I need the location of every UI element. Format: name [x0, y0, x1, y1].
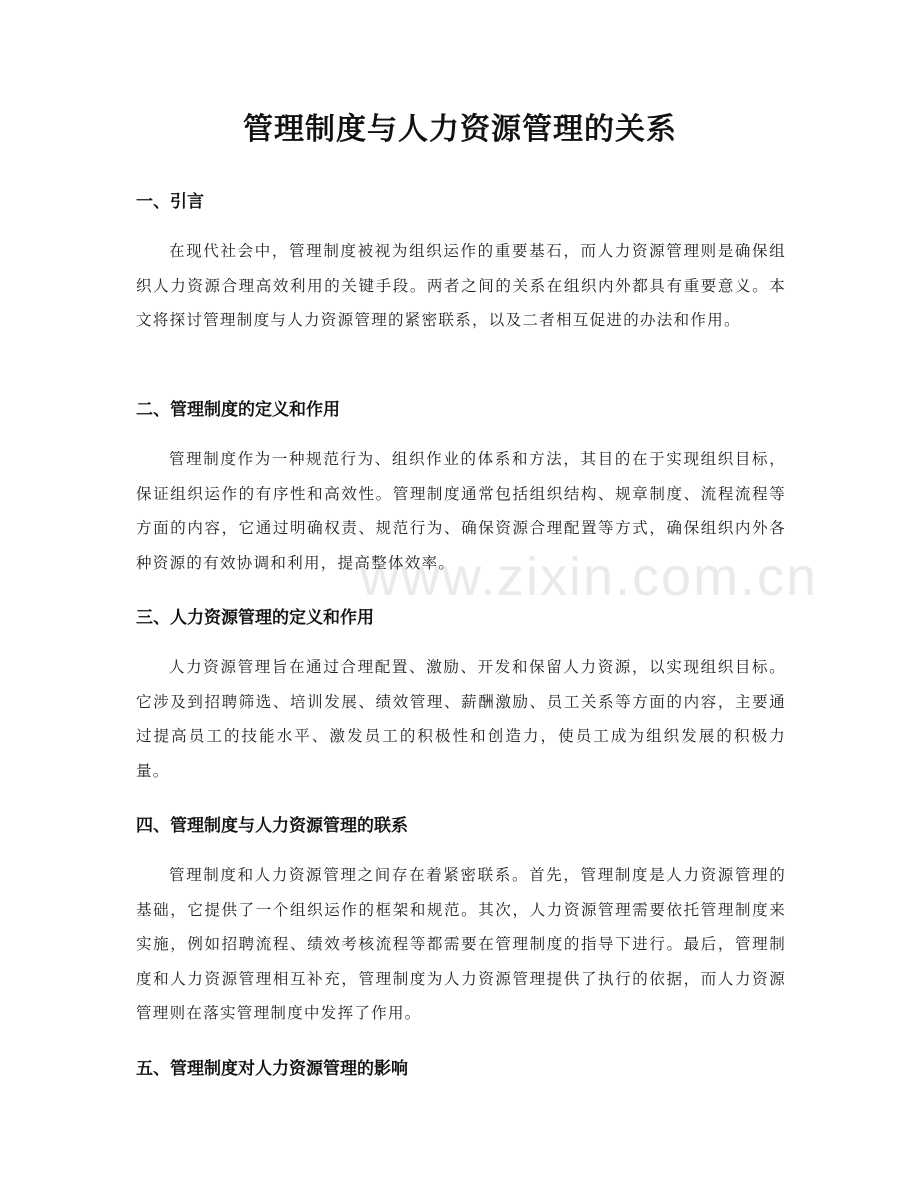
- watermark: www.zixin.com.cn: [360, 547, 819, 607]
- section-heading-intro: 一、引言: [136, 192, 204, 212]
- section-heading-influence: 五、管理制度对人力资源管理的影响: [136, 1059, 408, 1079]
- section-paragraph-hr-management: 人力资源管理旨在通过合理配置、激励、开发和保留人力资源，以实现组织目标。它涉及到招聘筛选、培训发展、绩效管理、薪酬激励、员工关系等方面的内容，主要通过提高员工的技能水平、激发员工的积极性和创造力，使员工成为组织发展的积极力量。: [136, 658, 786, 780]
- section-heading-management-system: 二、管理制度的定义和作用: [136, 400, 340, 420]
- page-title: 管理制度与人力资源管理的关系: [243, 112, 677, 147]
- section-paragraph-intro: 在现代社会中，管理制度被视为组织运作的重要基石，而人力资源管理则是确保组织人力资源合理高效利用的关键手段。两者之间的关系在组织内外都具有重要意义。本文将探讨管理制度与人力资源管理的紧密联系，以及二者相互促进的办法和作用。: [136, 242, 786, 329]
- section-heading-relationship: 四、管理制度与人力资源管理的联系: [136, 816, 408, 836]
- section-heading-hr-management: 三、人力资源管理的定义和作用: [136, 608, 374, 628]
- section-paragraph-management-system: 管理制度作为一种规范行为、组织作业的体系和方法，其目的在于实现组织目标，保证组织运作的有序性和高效性。管理制度通常包括组织结构、规章制度、流程流程等方面的内容，它通过明确权责、规范行为、确保资源合理配置等方式，确保组织内外各种资源的有效协调和利用，提高整体效率。: [136, 450, 786, 572]
- section-paragraph-relationship: 管理制度和人力资源管理之间存在着紧密联系。首先，管理制度是人力资源管理的基础，它提供了一个组织运作的框架和规范。其次，人力资源管理需要依托管理制度来实施，例如招聘流程、绩效考核流程等都需要在管理制度的指导下进行。最后，管理制度和人力资源管理相互补充，管理制度为人力资源管理提供了执行的依据，而人力资源管理则在落实管理制度中发挥了作用。: [136, 866, 786, 1022]
